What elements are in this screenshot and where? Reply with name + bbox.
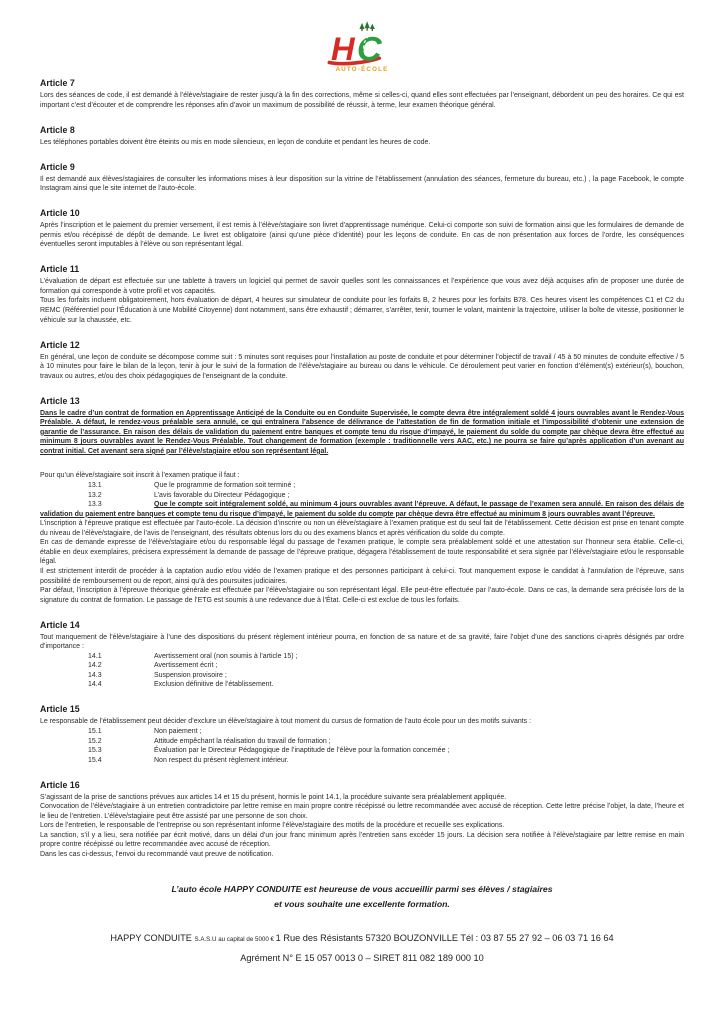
closing-line-2: et vous souhaite une excellente formation. — [274, 899, 450, 910]
item-number: 14.4 — [88, 681, 102, 689]
article-15-paragraph: Le responsable de l’établissement peut décider d’exclure un élève/stagiaire à tout moment du cursus de formation de l’auto école pour un des motifs suivants : — [40, 718, 532, 726]
article-13-paragraph: Par défaut, l’inscription à l’épreuve théorique générale est effectuée par l’élève/stagiaire ou son représentant légal. Elle peut-être effectuée par l’auto-école. Dans ce cas, la demande sera précisée lors de la signature du contrat de formation. Le passage de l’ETG est soumis à une redevance due à l’État. Celle-ci est exclue de tous les forfaits. — [40, 587, 684, 604]
list-item — [40, 500, 684, 519]
item-text: Suspension provisoire ; — [154, 671, 227, 679]
list-item — [40, 481, 684, 491]
article-16-paragraph: Dans les cas ci-dessus, l’envoi du recommandé vaut preuve de notification. — [40, 850, 274, 858]
list-item — [40, 680, 684, 690]
list-item — [40, 746, 684, 756]
article-13-paragraph: En cas de demande expresse de l’élève/stagiaire et/ou du responsable légal du passage de l’examen pratique, le compte sera préalablement soldé et une attestation sur l’honneur sera établie. Celle-ci, établie en deux exemplaires, précisera expressément la demande de passage de l’épreuve pratique, dégagera l’établissement de toute responsabilité et sera signée par l’élève/stagiaire et/ou le responsable légal. — [40, 539, 684, 566]
svg-text:H: H — [331, 29, 355, 67]
article-16 — [40, 780, 684, 860]
item-number: 13.2 — [88, 491, 102, 499]
article-8 — [40, 125, 684, 148]
article-13-paragraph: L’inscription à l’épreuve pratique est effectuée par l’auto-école. La décision d’inscrire ou non un élève/stagiaire à l’examen pratique est du seul fait de l’établissement. Cette décision est prise en tenant compte du niveau de l’élève/stagiaire, de l’avis de l’enseignant, des résultats obtenus lors du ou des examens blancs et après vérification du solde du compte. — [40, 520, 684, 537]
closing-message — [40, 882, 684, 912]
article-7-title: Article 7 — [40, 78, 75, 88]
item-text: Exclusion définitive de l’établissement. — [154, 681, 274, 689]
footer-registration: Agrément N° E 15 057 0013 0 – SIRET 811 082 189 000 10 — [240, 953, 484, 964]
footer-company-line — [40, 932, 684, 946]
item-text: Non paiement ; — [154, 727, 202, 735]
article-10-paragraph: Après l’inscription et le paiement du premier versement, il est remis à l’élève/stagiaire son livret d’apprentissage numérique. Celui-ci comporte son suivi de formation ainsi que les formulaires de demande de permis et/ou récépissé de dépôt de demande. Le livret est obligatoire (ainsi qu’une pièce d’identité) pour les leçons de conduite. En cas de non présentation aux forces de l’ordre, les conséquences éventuelles seront imputables à l’élève ou son représentant légal. — [40, 222, 684, 249]
item-text: L’avis favorable du Directeur Pédagogique ; — [154, 491, 290, 499]
item-text: Que le programme de formation soit terminé ; — [154, 482, 296, 490]
article-16-title: Article 16 — [40, 779, 80, 790]
item-text: Évaluation par le Directeur Pédagogique de l’inaptitude de l’élève pour la formation concernée ; — [154, 747, 450, 755]
article-11-paragraph: L’évaluation de départ est effectuée sur une tablette à travers un logiciel qui permet de savoir quelles sont les connaissances et l’expérience que vous avez déjà acquises afin de proposer une durée de formation qui corresponde à votre profil et vos capacités. — [40, 278, 684, 295]
article-7-paragraph: Lors des séances de code, il est demandé à l’élève/stagiaire de rester jusqu’à la fin des corrections, même si celles-ci, quand elles sont effectuées par l’enseignant, débordent un peu des horaires. Ce qui est important c’est d’écouter et de comprendre les réponses afin d’avoir un maximum de possibilité de réussir, à terme, leur examen théorique général. — [40, 92, 684, 109]
article-9-paragraph: Il est demandé aux élèves/stagiaires de consulter les informations mises à leur disposition sur la vitrine de l’établissement (annulation des séances, fermeture du bureau, etc.) , la page Facebook, le compte Instagram ainsi que le site internet de l’auto-école. — [40, 175, 684, 193]
list-item — [40, 727, 684, 737]
item-number: 14.1 — [88, 652, 102, 660]
article-11-paragraph: Tous les forfaits incluent obligatoirement, hors évaluation de départ, 4 heures sur simulateur de conduite pour les forfaits B, 2 heures pour les forfaits B78. Ces heures visent les compétences C1 et C2 du REMC (Référentiel pour l’Éducation à une Mobilité Citoyenne) dont notamment, sans être exhaustif ; démarrer, s’arrêter, tenir, tourner le volant, maintenir la trajectoire, utiliser la boîte de vitesse, positionner le véhicule sur la chaussée, etc. — [40, 297, 684, 324]
item-text: Non respect du présent règlement intérieur. — [154, 756, 289, 764]
item-number: 15.3 — [88, 747, 102, 755]
article-13 — [40, 396, 684, 605]
item-number: 15.4 — [88, 756, 102, 764]
article-16-paragraph: La sanction, s’il y a lieu, sera notifiée par écrit motivé, dans un délai d’un jour franc minimum après l’entretien sans excéder 15 jours. La décision sera notifiée à l’élève/stagiaire par lettre remise en main propre contre récépissé ou lettre recommandée avec accusé de réception. — [40, 831, 684, 849]
article-16-paragraph: Lors de l’entretien, le responsable de l’entreprise ou son représentant informe l’élève/stagiaire des motifs de la procédure et recueille ses explications. — [40, 822, 505, 830]
article-13-intro: Pour qu’un élève/stagiaire soit inscrit à l’examen pratique il faut : — [40, 472, 240, 480]
item-text: Attitude empêchant la réalisation du travail de formation ; — [154, 737, 331, 745]
list-item — [40, 756, 684, 766]
footer-legal-form: S.A.S.U au capital de 5000 € — [194, 936, 276, 944]
article-13-title: Article 13 — [40, 395, 80, 406]
logo-hc-icon — [319, 20, 405, 74]
footer-address: 1 Rue des Résistants 57320 BOUZONVILLE Tél : 03 87 55 27 92 – 06 03 71 16 64 — [275, 933, 614, 944]
article-15 — [40, 704, 684, 765]
item-text: Avertissement oral (non soumis à l’article 15) ; — [154, 652, 298, 660]
list-item — [40, 737, 684, 747]
article-14-title: Article 14 — [40, 619, 80, 630]
logo-letter-c — [357, 31, 383, 69]
happy-conduite-logo — [40, 20, 684, 74]
item-text: Que le compte soit intégralement soldé, au minimum 4 jours ouvrables avant l’épreuve. A défaut, le passage de l’examen sera annulé. En raison des délais de validation du paiement entre banques et compte tenu du risque d’impayé, le paiement du solde du compte par chèque devra être effectué au minimum 8 jours ouvrables avant l’épreuve. — [40, 501, 684, 518]
article-16-paragraph: S’agissant de la prise de sanctions prévues aux articles 14 et 15 du présent, hormis le point 14.1, la procédure suivante sera préalablement appliquée. — [40, 793, 507, 801]
svg-text:C: C — [356, 30, 382, 69]
article-10-title: Article 10 — [40, 208, 80, 219]
article-16-paragraph: Convocation de l’élève/stagiaire à un entretien contradictoire par lettre remise en main propre contre récépissé ou lettre recommandée avec accusé de réception. Cette lettre précise l’objet, la date, l’heure et le lieu de l’entretien. L’élève/stagiaire peut être assisté par une personne de son choix. — [40, 803, 684, 820]
item-number: 13.3 — [88, 501, 102, 509]
article-9-title: Article 9 — [40, 161, 75, 172]
item-number: 14.2 — [88, 662, 102, 670]
article-12-title: Article 12 — [40, 339, 80, 350]
article-10 — [40, 208, 684, 250]
footer-company-name: HAPPY CONDUITE — [110, 933, 195, 944]
list-item — [40, 661, 684, 671]
article-9 — [40, 162, 684, 194]
closing-line-1: L’auto école HAPPY CONDUITE est heureuse de vous accueillir parmi ses élèves / stagiaires — [171, 884, 553, 895]
list-item — [40, 671, 684, 681]
article-13-paragraph: Il est strictement interdit de procéder à la captation audio et/ou vidéo de l’examen pratique et des personnes participant à celui-ci. Tout manquement expose le candidat à l’annulation de l’épreuve, sans possibilité de remboursement ou de report, ainsi qu’à des poursuites judiciaires. — [40, 567, 684, 585]
article-15-title: Article 15 — [40, 704, 80, 715]
list-item — [40, 652, 684, 662]
article-11 — [40, 264, 684, 325]
item-text: Avertissement écrit ; — [154, 662, 218, 670]
item-number: 14.3 — [88, 671, 102, 679]
page-footer — [40, 932, 684, 964]
logo-subtitle-text: AUTO-ÉCOLE — [335, 66, 389, 74]
item-number: 15.2 — [88, 737, 102, 745]
article-7 — [40, 78, 684, 110]
article-8-paragraph: Les téléphones portables doivent être éteints ou mis en mode silencieux, en leçon de conduite et pendant les heures de code. — [40, 138, 431, 146]
logo-trees-icon — [359, 21, 374, 31]
article-12-paragraph: En général, une leçon de conduite se décompose comme suit : 5 minutes sont requises pour l’installation au poste de conduite et pour déterminer l’objectif de travail / 45 à 50 minutes de conduite effective / 5 à 10 minutes pour faire le bilan de la leçon, tenir à jour le suivi de la formation de l’élève/stagiaire au bureau ou dans le véhicule. Ce déroulement peut varier en fonction d’élément(s) extérieur(s), bouchon, travaux ou autres, et/ou des choix pédagogiques de l’enseignant de la conduite. — [40, 353, 684, 380]
article-8-title: Article 8 — [40, 124, 75, 135]
list-item — [40, 491, 684, 501]
article-12 — [40, 340, 684, 382]
article-14-paragraph: Tout manquement de l’élève/stagiaire à l’une des dispositions du présent règlement intérieur pourra, en fonction de sa nature et de sa gravité, faire l’objet d’une des sanctions ci-après désignés par ordre d’importance : — [40, 633, 684, 651]
item-number: 13.1 — [88, 482, 102, 490]
article-13-lead-paragraph: Dans le cadre d’un contrat de formation en Apprentissage Anticipé de la Conduite ou en Conduite Supervisée, le compte devra être intégralement soldé 4 jours ouvrables avant le Rendez-Vous Préalable. A défaut, le rendez-vous préalable sera annulé, ce qui entraînera l’absence de délivrance de l’attestation de fin de formation initiale et l’impossibilité d’obtenir une extension de garantie de l’assurance. En raison des délais de validation du paiement entre banques et compte tenu du risque d’impayé, le paiement du solde du compte par chèque devra être effectué au minimum 8 jours ouvrables avant le Rendez-Vous Préalable. Tout changement de formation (exemple : traditionnelle vers AAC, etc.) ne pourra se faire qu’après application d’un avenant au contrat initial. Cet avenant sera signé par l’élève/stagiaire et/ou son représentant légal. — [40, 409, 684, 455]
article-14 — [40, 620, 684, 690]
article-11-title: Article 11 — [40, 264, 80, 275]
item-number: 15.1 — [88, 727, 102, 735]
